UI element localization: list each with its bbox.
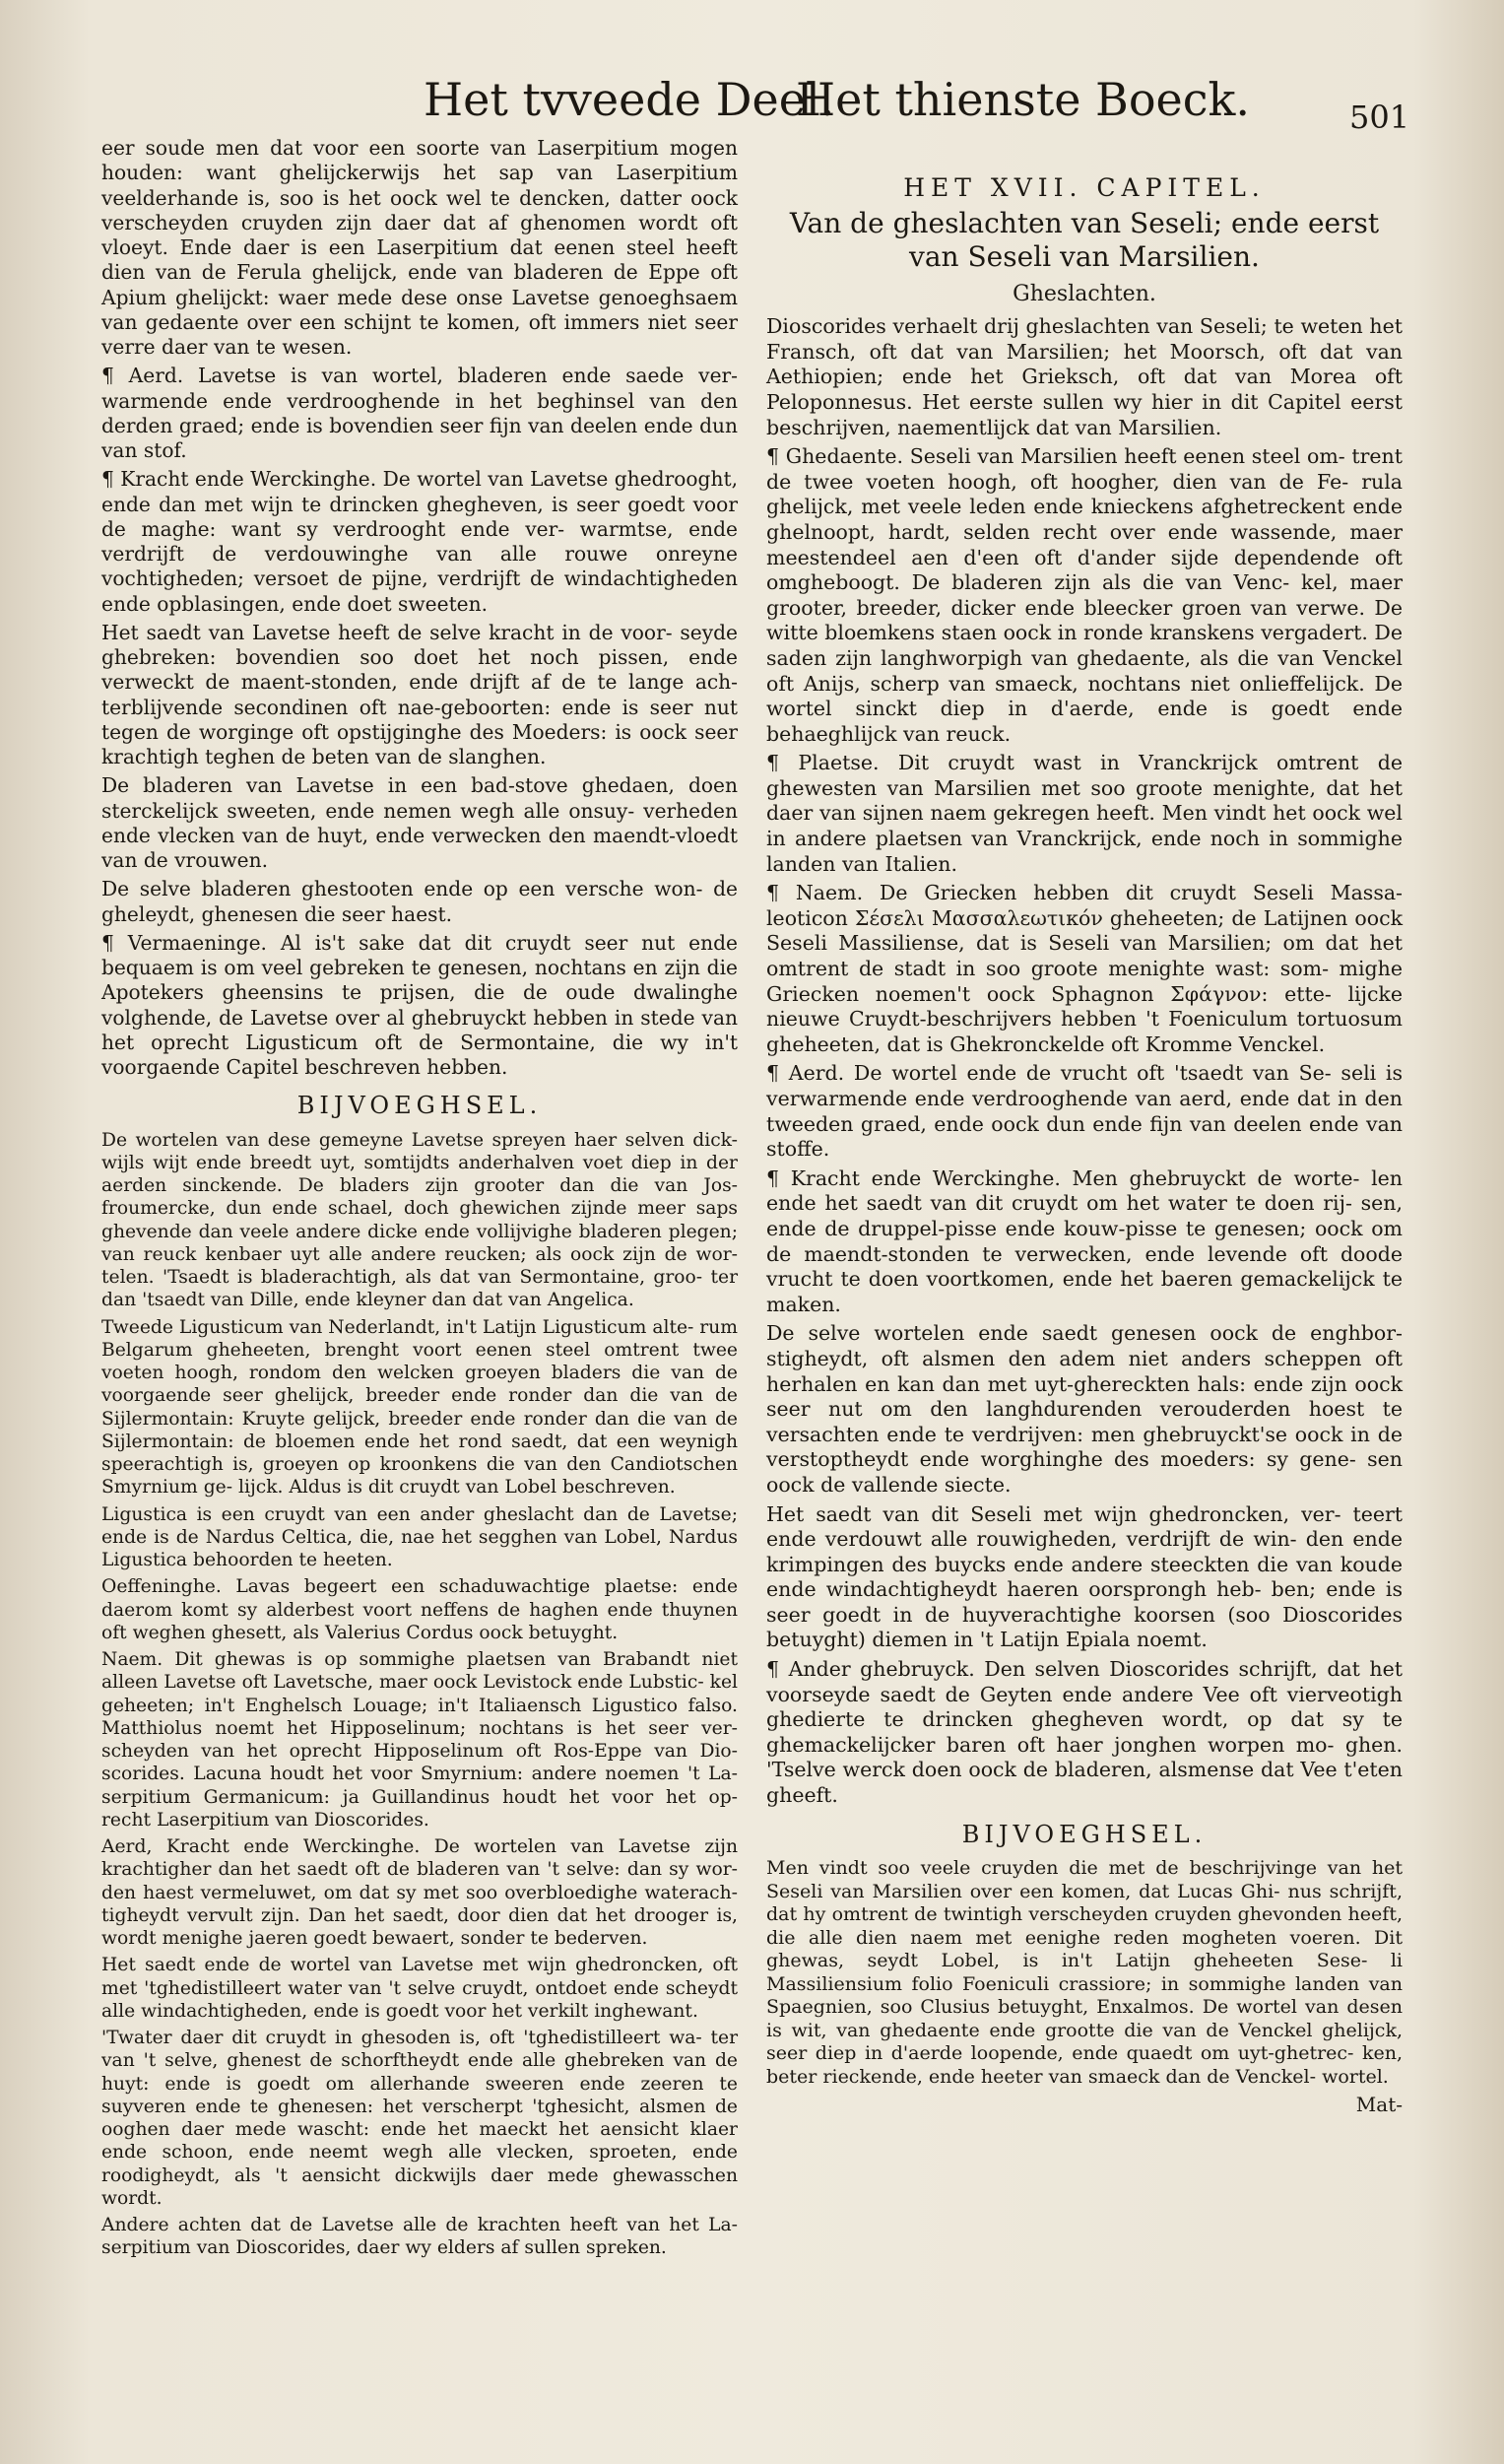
paragraph: ¶ Kracht ende Werckinghe. Men ghebruyckt de worte- len ende het saedt van dit cruydt om het water te doen rij- sen, ende de druppel-pisse ende kouw-pisse te genesen; oock om de maendt-stonden te verwecken, ende levende oft doode vrucht te doen voortkomen, ende het baeren gemackelijck te maken. [766,1165,1403,1316]
paragraph: Het saedt van dit Seseli met wijn ghedroncken, ver- teert ende verdouwt alle rouwigheden, verdrijft de win- den ende krimpingen des buycks ende andere steeckten die van koude ende windachtigheydt haeren oorsprongh heb- ben; ende is seer goedt in de huyverachtighe koorsen (soo Dioscorides betuyght) diemen in 't Latijn Epiala noemt. [766,1501,1403,1652]
paragraph: Oeffeninghe. Lavas begeert een schaduwachtige plaetse: ende daerom komt sy alderbest voort neffens de haghen ende thuynen oft weghen ghesett, als Valerius Cordus oock betuyght. [101,1576,738,1643]
running-header-right: Het thienste Boeck. [796,73,1251,126]
section-heading: BIJVOEGHSEL. [961,1820,1208,1848]
paragraph: Men vindt soo veele cruyden die met de beschrijvinge van het Seseli van Marsilien over een komen, dat Lucas Ghi- nus schrijft, dat hy omtrent de twintigh verscheyden cruyden ghevonden heeft, die alle dien naem met eenighe reden mogheten voeren. Dit ghewas, seydt Lobel, is in't Latijn gheheeten Sese- li Massiliensium folio Foeniculi crassiore; in sommighe landen van Spaegnien, soo Clusius betuyght, Enxalmos. De wortel van desen is wit, van ghedaente ende grootte die van de Venckel ghelijck, seer diep in d'aerde loopende, ende quaedt om uyt-ghetrec- ken, beter rieckende, ende heeter van smaeck dan de Venckel- wortel. [766,1857,1403,2088]
chapter-title: Van de gheslachten van Seseli; ende eerst van Seseli van Marsilien. [789,206,1380,273]
supplement-block [766,1857,1403,2089]
paragraph: Dioscorides verhaelt drij gheslachten van Seseli; te weten het Fransch, oft dat van Marsilien; het Moorsch, oft dat van Aethiopien; ende het Grieksch, oft dat van Morea oft Peloponnesus. Het eerste sullen wy hier in dit Capitel eerst beschrijven, naementlijck dat van Marsilien. [766,314,1403,439]
right-column [766,175,1403,2294]
paragraph: ¶ Aerd. De wortel ende de vrucht oft 'tsaedt van Se- seli is verwarmende ende verdrooghende van aerd, ende dat in den tweeden graed, ende oock dun ende fijn van deelen ende van stoffe. [766,1061,1403,1162]
paragraph: Ligustica is een cruydt van een ander gheslacht dan de Lavetse; ende is de Nardus Celtica, die, nae het segghen van Lobel, Nardus Ligustica behoorden te heeten. [101,1503,738,1570]
paragraph: eer soude men dat voor een soorte van Laserpitium mogen houden: want ghelijckerwijs het sap van Laserpitium veelderhande is, soo is het oock wel te dencken, datter oock verscheyden cruyden zijn daer dat af ghenomen wordt oft vloeyt. Ende daer is een Laserpitium dat eenen steel heeft dien van de Ferula ghelijck, ende van bladeren de Eppe oft Apium ghelijckt: waer mede dese onse Lavetse genoeghsaem van gedaente over een schijnt te komen, oft immers niet seer verre daer van te wesen. [101,136,738,359]
paragraph: Aerd, Kracht ende Werckinghe. De wortelen van Lavetse zijn krachtigher dan het saedt oft de bladeren van 't selve: dan sy wor- den haest vermeluwet, om dat sy met soo overbloedighe waterach- tigheydt vervult zijn. Dan het saedt, door dien dat het drooger is, wordt menighe jaeren goedt bewaert, sonder te bederven. [101,1836,738,1949]
paragraph: ¶ Aerd. Lavetse is van wortel, bladeren ende saede ver- warmende ende verdrooghende in het beghinsel van den derden graed; ende is bovendien seer fijn van deelen ende dun van stof. [101,364,738,462]
running-header-left: Het tvveede Deel. [424,73,835,126]
paragraph: Andere achten dat de Lavetse alle de krachten heeft van het La- serpitium van Dioscorides, daer wy elders af sullen spreken. [101,2215,738,2259]
chapter-subtitle: Gheslachten. [1013,281,1156,306]
catchword: Mat- [1355,2093,1403,2117]
paragraph: Het saedt van Lavetse heeft de selve kracht in de voor- seyde ghebreken: bovendien soo doet het noch pissen, ende verweckt de maent-stonden, ende drijft af de te lange ach- terblijvende secondinen oft nae-geboorten: ende is seer nut tegen de worginge oft opstijginghe des Moeders: is oock seer krachtigh teghen de beten van de slanghen. [101,620,738,768]
paragraph: De selve wortelen ende saedt genesen oock de enghbor- stigheydt, oft alsmen den adem niet anders scheppen oft herhalen en kan dan met uyt-ghereckten hals: ende zijn oock seer nut om den langhdurenden verouderden hoest te versachten ende te verdrijven: men ghebruyckt'se oock in de verstoptheydt ende worghinghe des moeders: sy gene- sen oock de vallende siecte. [766,1321,1403,1497]
page-number: 501 [1349,99,1410,136]
paragraph: Het saedt ende de wortel van Lavetse met wijn ghedroncken, oft met 'tghedistilleert water van 't selve cruydt, ontdoet ende scheydt alle windachtigheden, ende is goedt voor het verkilt inghewant. [101,1955,738,2022]
paragraph: De bladeren van Lavetse in een bad-stove ghedaen, doen sterckelijck sweeten, ende nemen wegh alle onsuy- verheden ende vlecken van de huyt, ende verwecken den maendt-vloedt van de vrouwen. [101,773,738,872]
paragraph: De wortelen van dese gemeyne Lavetse spreyen haer selven dick- wijls wijt ende breedt uyt, somtijdts anderhalven voet diep in der aerden sinckende. De bladers zijn grooter dan die van Jos- froumercke, dun ende schael, doch ghewichen zijnde meer saps ghevende dan veele andere dicke ende vollijvighe bladeren plegen; van reuck kenbaer uyt alle andere reucken; als oock zijn de wor- telen. 'Tsaedt is bladerachtigh, als dat van Sermontaine, groo- ter dan 'tsaedt van Dille, ende kleyner dan dat van Angelica. [101,1129,738,1311]
paragraph: ¶ Ander ghebruyck. Den selven Dioscorides schrijft, dat het voorseyde saedt de Geyten ende andere Vee oft vierveotigh ghedierte te drincken ghegheven wordt, op dat sy te ghemackelijcker baren oft haer jonghen worpen mo- ghen. 'Tselve werck doen oock de bladeren, alsmense dat Vee t'eten gheeft. [766,1657,1403,1808]
chapter-heading: HET XVII. CAPITEL. [903,173,1266,202]
paragraph: Tweede Ligusticum van Nederlandt, in't Latijn Ligusticum alte- rum Belgarum gheheeten, brenght voort eenen steel omtrent twee voeten hoogh, rondom den welcken groeyen bladers die van de voorgaende seer ghelijck, breeder ende ronder dan die van de Sijlermontain: Kruyte gelijck, breeder ende ronder dan die van de Sijlermontain: de bloemen ende het rond saedt, dat een weynigh speerachtigh is, groeyen op kroonkens die van den Candiotschen Smyrnium ge- lijck. Aldus is dit cruydt van Lobel beschreven. [101,1316,738,1498]
left-column [101,136,738,2259]
paragraph: ¶ Kracht ende Werckinghe. De wortel van Lavetse ghedrooght, ende dan met wijn te drincken ghegheven, is seer goedt voor de maghe: want sy verdrooght ende ver- warmtse, ende verdrijft de verdouwinghe van alle rouwe onreyne vochtigheden; versoet de pijne, verdrijft de windachtigheden ende opblasingen, ende doet sweeten. [101,467,738,616]
section-heading: BIJVOEGHSEL. [296,1092,543,1120]
paragraph: Naem. Dit ghewas is op sommighe plaetsen van Brabandt niet alleen Lavetse oft Lavetsche, maer oock Levistock ende Lubstic- kel geheeten; in't Enghelsch Louage; in't Italiaensch Ligustico falso. Matthiolus noemt het Hipposelinum; nochtans is het seer ver- scheyden van het oprecht Hipposelinum oft Ros-Eppe van Dio- scorides. Lacuna houdt het voor Smyrnium: andere noemen 't La- serpitium Germanicum: ja Guillandinus houdt het voor het op- recht Laserpitium van Dioscorides. [101,1649,738,1831]
paragraph: ¶ Naem. De Griecken hebben dit cruydt Seseli Massa- leoticon Σέσελι Μασσαλεωτικόν gheheeten; de Latijnen oock Seseli Massiliense, dat is Seseli van Marsilien; om dat het omtrent de stadt in soo groote menighte wast: som- mighe Griecken noemen't oock Sphagnon Σφάγνον: ette- lijcke nieuwe Cruydt-beschrijvers hebben 't Foeniculum tortuosum gheheeten, dat is Ghekronckelde oft Kromme Venckel. [766,881,1403,1056]
paragraph: ¶ Ghedaente. Seseli van Marsilien heeft eenen steel om- trent de twee voeten hoogh, oft hoogher, dien van de Fe- rula ghelijck, met veele leden ende knieckens afghetreckent ende ghelnoopt, hardt, selden recht over ende wassende, maer meestendeel aen d'een oft d'ander sijde dependende oft omgheboogt. De bladeren zijn als die van Venc- kel, maer grooter, breeder, dicker ende bleecker groen van verwe. De witte bloemkens staen oock in ronde kranskens vergadert. De saden zijn langhworpigh van ghedaente, als die van Venckel oft Anijs, scherp van smaeck, nochtans niet onlieffelijck. De wortel sinckt diep in d'aerde, ende is goedt ende behaeghlijck van reuck. [766,444,1403,746]
paragraph: ¶ Vermaeninge. Al is't sake dat dit cruydt seer nut ende bequaem is om veel gebreken te genesen, nochtans en zijn die Apotekers gheensins te prijsen, die de oude dwalinghe volghende, de Lavetse over al ghebruyckt hebben in stede van het oprecht Ligusticum oft de Sermontaine, die wy in't voorgaende Capitel beschreven hebben. [101,930,738,1079]
paragraph: De selve bladeren ghestooten ende op een versche won- de gheleydt, ghenesen die seer haest. [101,877,738,926]
paragraph: ¶ Plaetse. Dit cruydt wast in Vranckrijck omtrent de ghewesten van Marsilien met soo groote menighte, dat het daer van sijnen naem gekregen heeft. Men vindt het oock wel in andere plaetsen van Vranckrijck, ende noch in sommighe landen van Italien. [766,751,1403,876]
supplement-block [101,1129,738,2260]
paragraph: 'Twater daer dit cruydt in ghesoden is, oft 'tghedistilleert wa- ter van 't selve, ghenest de schorftheydt ende alle ghebreken van de huyt: ende is goedt om allerhande sweeren ende zeeren te suyveren ende te ghenesen: het verscherpt 'tghesicht, alsmen de ooghen daer mede wascht: ende het maeckt het aensicht klaer ende schoon, ende neemt wegh alle vlecken, sproeten, ende roodigheydt, als 't aensicht dickwijls daer mede ghewasschen wordt. [101,2028,738,2209]
